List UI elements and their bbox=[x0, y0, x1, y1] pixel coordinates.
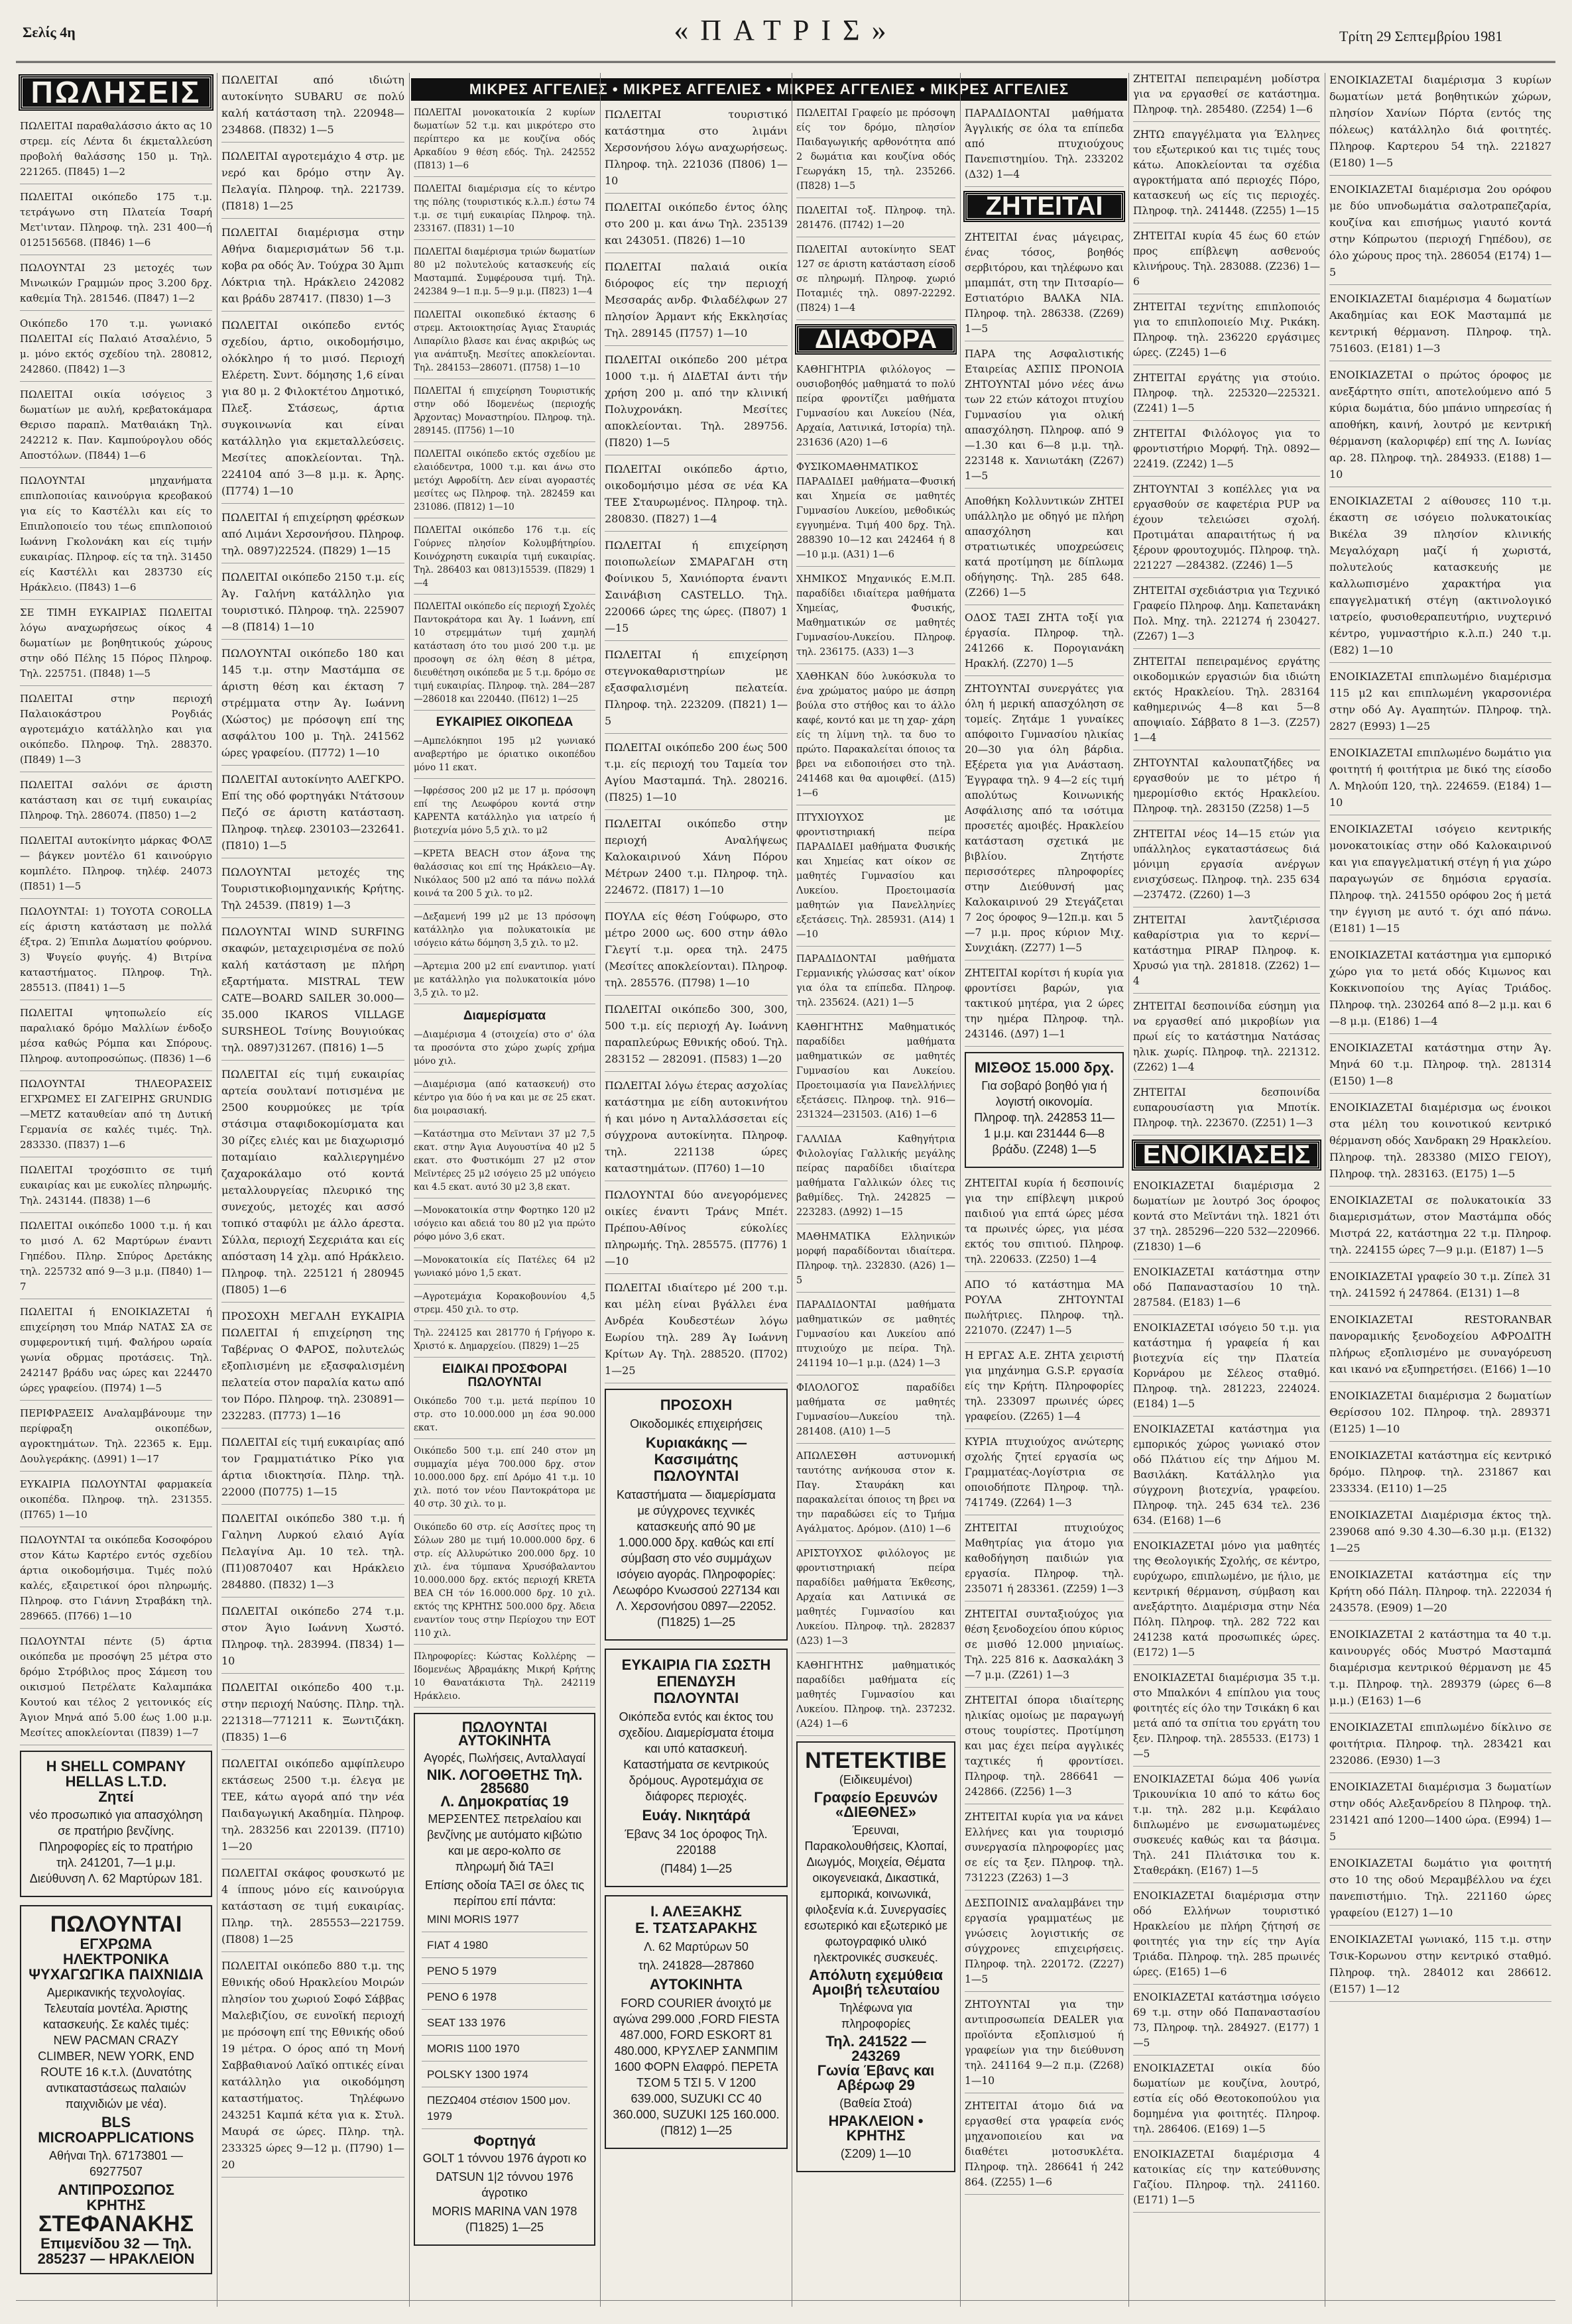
classified-ad: ΕΝΟΙΚΙΑΖΕΤΑΙ κατάστημα στην οδό Παπαναστασίου 10 τηλ. 287584. (Ε183) 1—6 bbox=[1133, 1265, 1320, 1315]
classified-ad: ΠΩΛΕΙΤΑΙ οικόπεδο είς περιοχή Σχολές Παντοκράτορα και Άγ. 1 Ιωάννη, επί 10 στρεμμάτων τιμή χαμηλή κατάσταση ότο του μισό 200 τ.μ. με προσοψη σε όλη θέση 8 μέτρα, διευθέτηση οικόπεδα με 5 τ.μ. δρόμο σε τιμή ευκαιρίας. Πληροφ. τηλ. 284—287 —286018 και 220440. (Π612) 1—25 bbox=[414, 600, 595, 711]
dealer-name2: Ε. ΤΣΑΤΣΑΡΑΚΗΣ bbox=[635, 1920, 758, 1936]
classified-ad: ΠΩΛΟΥΝΤΑΙ οικόπεδο 180 και 145 τ.μ. στην Μαστάμπα σε άριστη θέση και έκταση 7 στρέμματα στην Άγ. Ιωάννη (Χώστος) με πρόσοψη επί της ασφάλτου 100 μ. Τηλ. 241562 ώρες γραφείου. (Π772) 1—10 bbox=[221, 645, 404, 766]
classified-ad: SEAT 133 1976 bbox=[422, 2015, 587, 2036]
bls-ad bbox=[20, 1905, 212, 2274]
classified-ad: ΠΩΛΕΙΤΑΙ οικόπεδο 200 μέτρα 1000 τ.μ. ή ΔΙΔΕΤΑΙ άντι τήν χρήση 200 μ. από την κλινική Πολυχρονάκη. Μεσίτες αποκλείονται. Τηλ. 289756. (Π820) 1—5 bbox=[605, 351, 788, 455]
investment-box bbox=[605, 1649, 788, 1887]
classified-ad: ΕΝΟΙΚΙΑΖΕΤΑΙ μόνο για μαθητές της Θεολογικής Σχολής, σε κέντρο, ευρύχωρο, επιπλωμένο, με ήλιο, με κεντρική θέρμανση, σύμβαση και ανεξάρτητο. Διαμέρισμα στην Νέα Πόλη. Πληροφ. τηλ. 282 722 και 241238 κατά προσωπικές ώρες. (Ε172) 1—5 bbox=[1133, 1539, 1320, 1665]
classified-ad: ΕΝΟΙΚΙΑΖΕΤΑΙ ισόγειο 50 τ.μ. για κατάστημα ή γραφεία ή και βιοτεχνία είς την Πλατεία Κορνάρου με Σέλεος σταθμό. Πληροφ. τηλ. 281223, 224024. (E184) 1—5 bbox=[1133, 1320, 1320, 1417]
classified-ad: ΠΑΡΑ της Ασφαλιστικής Εταιρείας ΑΣΠΙΣ ΠΡΟΝΟΙΑ ΖΗΤΟΥΝΤΑΙ μόνο νέες άνω των 22 ετών κάτοχοι πτυχίου Γυμνασίου για ολική απασχόληση. Πληροφ. από 9—1.30 και 6—8 μ.μ. τηλ. 223148 κ. Χανιωτάκη (Ζ267) 1—5 bbox=[965, 347, 1124, 489]
classified-ad: MORIS 1100 1970 bbox=[422, 2041, 587, 2062]
classified-ad: —ΚΡΕΤΑ BEACH στον άξονα της θαλάσσιας κοι επί της Ηράκλειο—Αγ. Νικόλαος 500 μ2 από τα πάνω πολλά κοινά τα 200 5 χιλ. το μ2. bbox=[414, 847, 595, 905]
ad-list bbox=[20, 119, 212, 1745]
salary-title: ΜΙΣΘΟΣ 15.000 δρχ. bbox=[974, 1059, 1115, 1076]
classified-ad: ΧΑΘΗΚΑΝ δύο λυκόσκυλα το ένα χρώματος μαύρο με άσπρη βούλα στο στήθος και το άλλο καφέ, κοντό και με τη χαρ- χάρη είς τη λίμνη τηλ. τα δυο το πρώτο. Παρακαλείται όποιος τα βρει να ειδοποιήσει στο τηλ. 241468 και θα αμοιφθεί. (Δ15) 1—6 bbox=[796, 669, 955, 805]
column-4 bbox=[605, 106, 788, 2157]
column-1 bbox=[20, 72, 212, 2282]
classified-ad: ΕΝΟΙΚΙΑΖΕΤΑΙ διαμέρισμα 4 κατοικίας είς την κατεύθυνσης Γαζίου. Πληροφ. τηλ. 241160. (Ε171) 1—5 bbox=[1133, 2147, 1320, 2213]
classified-ad: ΠΩΛΕΙΤΑΙ ψητοπωλείο είς παραλιακό δρόμο Μαλλίων ένδοξο μέσα καθώς Ρόμπα και Σπόρους. Πληροφ. αυτοπροσώπως. (Π836) 1—6 bbox=[20, 1006, 212, 1071]
classified-ad: ΖΗΤΕΙΤΑΙ εργάτης για στούιο. Πληροφ. τηλ. 225320—225321. (Ζ241) 1—5 bbox=[1133, 371, 1320, 421]
classified-ad: Πληροφορίες: Κώστας Κολλέρης —Ιδομενέως Άβραμάκης Μικρή Κρήτης 10 Θανατάκιστα Τηλ. 242119 Ηράκλειο. bbox=[414, 1650, 595, 1708]
bls-company: BLS MICROAPPLICATIONS bbox=[38, 2114, 194, 2146]
classified-ad: ΕΝΟΙΚΙΑΖΕΤΑΙ δωμάτιο για φοιτητή στο 10 της οδού Μεραμβέλλου να έχει πανεπιστήμιο. Τηλ. 221160 ώρες γραφείου (Ε127) 1—10 bbox=[1329, 1855, 1551, 1926]
classified-ad: ΟΔΟΣ ΤΑΞΙ ΖΗΤΑ τοξί για έργασία. Πληροφ. τηλ. 241266 κ. Πορογιανάκη Ηρακλή. (Ζ270) 1—5 bbox=[965, 610, 1124, 676]
classified-ad: ΕΝΟΙΚΙΑΖΕΤΑΙ διαμέρισμα 2 δωματίων Θερίσσου 102. Πληροφ. τηλ. 289371 (Ε125) 1—10 bbox=[1329, 1387, 1551, 1442]
classified-ad: ΠΩΛΕΙΤΑΙ αγροτεμάχιο 4 στρ. με νερό και δρόμο στην Άγ. Πελαγία. Πληροφ. τηλ. 221739. (Π818) 1—25 bbox=[221, 148, 404, 219]
classified-ad: ΠΩΛΕΙΤΑΙ είς τιμή ευκαιρίας αρτεία σουλτανί ποτισμένα με 2500 κουρμούκες με τρία στάσιμα σταφιδοκομίσματα και 30 ρίζες ελιές και με διαχωρισμό ποταμίαιο καλλιεργημένο ζαχαροκάλαμο οτό κοντά μεταλλουργείας πλευρικό της συνεχούς, μετοχές και ασσό τοπικό σταφύλι με άλλο άρεστα. Σύλλα, περιοχή Σεχεριάτα και είς απόσταση 14 χλμ. από Ηράκλειο. Πληροφ. τηλ. 225121 ή 280945 (Π805) 1—6 bbox=[221, 1066, 404, 1303]
classified-ad: ΠΩΛΕΙΤΑΙ ή επιχείρηση στεγνοκαθαριστηρίων με εξασφαλισμένη πελατεία. Πληροφ. τηλ. 223209. (Π821) 1—5 bbox=[605, 646, 788, 734]
classified-ad: ΕΝΟΙΚΙΑΖΕΤΑΙ διαμέρισμα 3 δωματίων στην οδός Αλεξανδρείου 8 Πληροφ. τηλ. 231421 από 1200—1400 ώρα. (Ε994) 1—5 bbox=[1329, 1778, 1551, 1849]
column-rule bbox=[1128, 73, 1129, 2307]
notice-title: ΠΡΟΣΟΧΗ bbox=[660, 1397, 733, 1413]
cars-ad bbox=[414, 1713, 595, 2246]
classified-ad: ΕΝΟΙΚΙΑΖΕΤΑΙ RESTORANBAR πανοραμικής ξενοδοχείου ΑΦΡΟΔΙΤΗ πλήρως εξοπλισμένο με συναγόρευση και ικανό να εξυπηρετήσει. (Ε166) 1—10 bbox=[1329, 1311, 1551, 1382]
classified-ad: ΕΝΟΙΚΙΑΖΕΤΑΙ κατάστημα στην Άγ. Μηνά 60 τ.μ. Πληροφ. τηλ. 281314 (Ε150) 1—8 bbox=[1329, 1039, 1551, 1094]
ad-list bbox=[965, 1176, 1124, 2195]
classified-ad: ΠΩΛΟΥΝΤΑΙ 23 μετοχές των Μινωικών Γραμμών προς 3.200 δρχ. καθεμία Τηλ. 281546. (Π847) 1—2 bbox=[20, 261, 212, 311]
classified-ad: ΠΩΛΕΙΤΑΙ οικόπεδο 175 τ.μ. τετράγωνο στη Πλατεία Τσαρή Μετ'ινταν. Πληροφ. τηλ. 231 400—ή 0125156568. (Π846) 1—6 bbox=[20, 190, 212, 255]
detective-l1: Απόλυτη εχεμύθεια bbox=[808, 1967, 943, 1983]
cars-note2: Επίσης οδοία ΤΑΞΙ σε όλες τις περίπου επί πάντα: bbox=[425, 1879, 584, 1908]
classified-ad: —Ιφρέσσος 200 μ2 με 17 μ. πρόσοψη επί της Λεωφόρου κοντά στην ΚΑΡΕΝΤΑ κατάλληλο για ιατρείο ή βιοτεχνία μόνο 5,5 χιλ. το μ2 bbox=[414, 784, 595, 842]
classified-ad: ΠΩΛΟΥΝΤΑΙ WIND SURFING σκαφών, μεταχειρισμένα σε πολύ καλή κατάσταση με πλήρη εξαρτήματα. MISTRAL TEW CATE—BOARD SAILER 30.000—35.000 IKAROS VILLAGE SURSHEOL Τσίνης Βουγιούκας τηλ. 0897)31267. (Π816) 1—5 bbox=[221, 923, 404, 1061]
classified-ad: ΦΙΛΟΛΟΓΟΣ παραδίδει μαθήματα σε μαθητές Γυμνασίου—Λυκείου τηλ. 281408. (Α10) 1—5 bbox=[796, 1381, 955, 1444]
cars-sub: Αγορές, Πωλήσεις, Ανταλλαγαί bbox=[424, 1751, 585, 1765]
classified-ad: ΠΩΛΕΙΤΑΙ οικόπεδο 880 τ.μ. της Εθνικής οδού Ηρακλείου Μοιρών πλησίον του χωριού Σοφό Σάββας Μαλεβιζίου, σε ευνοϊκή περιοχή με πρόσοψη επί της Εθνικής οδού 19 μέτρα. Ο όρος από τη Μονή Σαββαθιανού Λαϊκό οπτικές είναι κατάλληλο για οικοδόμηση καταστήματος. Τηλέφωνο 243251 Καμπά κέτα για κ. Στυλ. Μαυρά σε ώρες. Πληρ. τηλ. 233325 ώρες 9—12 μ. (Π790) 1—20 bbox=[221, 1957, 404, 2178]
masthead bbox=[0, 0, 1572, 60]
classified-ad: ΠΩΛΟΥΝΤΑΙ πέντε (5) άρτια οικόπεδα με προσόψη 25 μέτρα στο δρόμο Στρόβιλος προς Σάμεση του οικισμού Πετρέλατε Καλαμπάκα Κουτού και τέλος 2 γειτονικός είς Άγιον Μηνά από 5.00 έως 1.00 μ.μ. Μεσίτες αποκλείονται (Π839) 1—7 bbox=[20, 1634, 212, 1745]
classified-ad: ΕΝΟΙΚΙΑΖΕΤΑΙ διαμέρισμα ως ένοικοι στα μέλη του κοινοτικού κεντρικό θέρμανση οδός Χανδρακη 29 Ηρακλείου. Πληροφ. τηλ. 283380 (ΜΙΣΟ ΓΕΙΟΥ), Πληροφ. τηλ. 283163. (Ε175) 1—5 bbox=[1329, 1099, 1551, 1187]
classified-ad: ΖΗΤΟΥΝΤΑΙ για την αντιπροσωπεία DEALER για προϊόντα εξοπλισμού ή γραφείων για την διεύθυνση τηλ. 241164 9—2 π.μ. (Z268) 1—10 bbox=[965, 1997, 1124, 2093]
shell-sub: Ζητεί bbox=[98, 1788, 134, 1805]
classified-ad: —Διαμέρισμα (από κατασκευή) στο κέντρο για δύο ή να και με σε 25 εκατ. δια μοιρασιακή. bbox=[414, 1078, 595, 1122]
classified-ad: ΠΩΛΕΙΤΑΙ ιδιαίτερο μέ 200 τ.μ. και μέλη είναι βγάλλει ένα Ανδρέα Κουδεστέων λόγω Εωρίου τηλ. 289 Άγ Ιωάννη Κρίτων Αγ. Τηλ. 288520. (Π702) 1—25 bbox=[605, 1279, 788, 1383]
notice-box bbox=[605, 1389, 788, 1641]
notice-line1: Οικοδομικές επιχειρήσεις bbox=[630, 1417, 762, 1430]
detective-l7: ΗΡΑΚΛΕΙΟΝ • ΚΡΗΤΗΣ bbox=[828, 2113, 924, 2144]
notice-line3: ΠΩΛΟΥΝΤΑΙ bbox=[653, 1468, 739, 1484]
classified-ad: ΠΩΛΕΙΤΑΙ ή ΕΝΟΙΚΙΑΖΕΤΑΙ ή επιχείρηση του Μπάρ ΝΑΤΑΣ ΣΑ σε συμφεροντική τιμή. Φαλήρου ωραία γωνία οδρμας προτάσεις. Τηλ. 242147 βράδυ νας ώρες και 224470 ώρες γραφείου. (Π974) 1—5 bbox=[20, 1305, 212, 1401]
page-number: Σελίς 4η bbox=[23, 24, 76, 40]
classified-ad: ΕΝΟΙΚΙΑΖΕΤΑΙ κατάστημα ισόγειο 69 τ.μ. στην οδό Παπαναστασίου 73, Πληροφ. τηλ. 284927. (Ε177) 1—5 bbox=[1133, 1990, 1320, 2056]
classified-ad: ΠΩΛΟΥΝΤΑΙ ΤΗΛΕΟΡΑΣΕΙΣ ΕΓΧΡΩΜΕΣ ΕΙ ΖΑΓΕΙΡΗΣ GRUNDIG —ΜΕΤΖ καταυθείαν από τη Δυτική Γερμανία σε καλές τιμές. Τηλ. 283330. (Π837) 1—6 bbox=[20, 1076, 212, 1157]
classified-ad: ΖΗΤΟΥΝΤΑΙ 3 κοπέλλες για να εργασθούν σε καφετέρια PUP να έχουν τελειώσει σχολή. Προτιμάται απαραιτήτως ή να ξέρουν φρουτοχυμός. Πληροφ. τηλ. 221227 —284382. (Z246) 1—5 bbox=[1133, 482, 1320, 578]
detective-box bbox=[796, 1741, 955, 2172]
classified-ad: ΠΩΛΟΥΝΤΑΙ: 1) ΤΟΥΟΤΑ COROLLA είς άριστη κατάσταση με πολλά έξτρα. 2) Έπιπλα Δωματίου φούρνου. 3) Ψυγείο φυγής. 4) Βιτρίνα καταστήματος. Πληροφ. Τηλ. 285513. (Π841) 1—5 bbox=[20, 904, 212, 1000]
classified-ad: ΠΩΛΕΙΤΑΙ διαμέρισμα είς το κέντρο της πόλης (τουριστικός κ.λ.π.) έστω 74 τ.μ. σε τιμή ευκαιρίας Πληροφ. τηλ. 233167. (Π831) 1—10 bbox=[414, 182, 595, 240]
classified-ad: ΑΠΟ τό κατάστημα ΜΑ ΡΟΥΛΑ ΖΗΤΟΥΝΤΑΙ πωλήτριες. Πληροφ. τηλ. 221070. (Ζ247) 1—5 bbox=[965, 1277, 1124, 1343]
detective-l2: Αμοιβή τελευταίου bbox=[812, 1981, 940, 1998]
classified-ad: ΕΝΟΙΚΙΑΖΕΤΑΙ γωνιακό, 115 τ.μ. στην Τσικ-Κορωνου στην κεντρικό σταθμό. Πληροφ. τηλ. 284012 και 286612. (Ε157) 1—12 bbox=[1329, 1931, 1551, 2002]
classified-ad: —Μονοκατοικία είς Πατέλες 64 μ2 γωνιακό μόνο 1,5 εκατ. bbox=[414, 1253, 595, 1285]
classified-ad: ΠΩΛΕΙΤΑΙ ή επιχείρηση ποιοπωλείων ΣΜΑΡΑΓΔΗ στη Φοίνικου 5, Χανιόπορτα έναντι Σαινάβιση CASTELLO. Τηλ. 220066 ώρες της ώρες. (Π807) 1—15 bbox=[605, 537, 788, 641]
detective-l5: Γωνία Έβανς και Αβέρωφ 29 bbox=[817, 2062, 935, 2093]
classified-ad: ΚΑΘΗΓΗΤΡΙΑ φιλόλογος — ουσιοβοηθός μαθηματά το πολύ πείρα φροντίζει μαθήματα Γυμνασίου και Λυκείου (Νέα, Αρχαία, Λατινικά, Ιστορία) τηλ. 231636 (Α20) 1—6 bbox=[796, 363, 955, 455]
detective-company: Γραφείο Ερευνών «ΔΙΕΘΝΕΣ» bbox=[814, 1789, 938, 1820]
classified-ad: ΑΠΩΛΕΣΘΗ αστυνομική ταυτότης ανήκουσα στον κ. Παγ. Σταυράκη και παρακαλείται όποιος τη βρει να την παραδώσει είς το Τμήμα Αγάλματος. Δρόμον. (Δ10) 1—6 bbox=[796, 1449, 955, 1541]
classified-ad: ΠΩΛΕΙΤΑΙ οικόπεδο άρτιο, οικοδομήσιμο μέσα σε νέα ΚΑ ΤΕΕ Σταυρωμένος. Πληροφ. τηλ. 280830. (Π827) 1—4 bbox=[605, 461, 788, 532]
classified-ad: ΖΗΤΕΙΤΑΙ πεπειραμένη μοδίστρα για να εργασθεί σε κατάστημα. Πληροφ. τηλ. 285480. (Ζ254) 1—6 bbox=[1133, 72, 1320, 122]
classified-ad: ΕΝΟΙΚΙΑΖΕΤΑΙ διαμέρισμα 3 κυρίων δωματίων μετά βοηθητικών χώρων, πλησίον Χανίων Πόρτα (εντός της πόλεως) κατάλληλο διά φοιτητές. Πληροφ. Καρτερου 54 τηλ. 221827 (Ε180) 1—5 bbox=[1329, 72, 1551, 176]
classified-ad: ΠΩΛΕΙΤΑΙ οικόπεδο 400 τ.μ. στην περιοχή Ναύσης. Πληρ. τηλ. 221318—771211 κ. Ξωντιζάκη. (Π835) 1—6 bbox=[221, 1679, 404, 1750]
classified-ad: ΔΕΣΠΟΙΝΙΣ αναλαμβάνει την εργασία γραμματέως με γνώσεις λογιστικής σε σύγχρονες επιχειρήσεις. Πληροφ. τηλ. 220172. (Ζ227) 1—5 bbox=[965, 1896, 1124, 1992]
classified-ad: Αποθήκη Κολλυντικών ΖΗΤΕΙ υπάλληλο με οδηγό με πλήρη απασχόληση και στρατιωτικές υποχρεώσεις κατά προτίμηση με δίπλωμα οδήγησης. Τηλ. 285 648. (Ζ266) 1—5 bbox=[965, 494, 1124, 605]
classified-ad: ΕΝΟΙΚΙΑΖΕΤΑΙ κατάστημα για εμπορικός χώρος γωνιακό στον οδό Πλάτιου είς την Δήμου Μ. Βασιλάκη. Κατάλληλο για σύγχρονη βιοτεχνία, γραφείου. Πληροφ. τηλ. 245 634 τελ. 236 634. (Ε168) 1—6 bbox=[1133, 1422, 1320, 1533]
classified-ad: ΠΡΟΣΟΧΗ ΜΕΓΑΛΗ ΕΥΚΑΙΡΙΑ ΠΩΛΕΙΤΑΙ ή επιχείρηση της Ταβέρνας Ο ΦΑΡΟΣ, πολυτελώς εξοπλισμένη με εξασφαλισμένη πελατεία στον παραλία κατω από τον Πόρο. Πληροφ. τηλ. 230891—232283. (Π773) 1—16 bbox=[221, 1308, 404, 1428]
bls-name: ΣΤΕΦΑΝΑΚΗΣ bbox=[38, 2211, 194, 2237]
classified-ad: Οικόπεδο 170 τ.μ. γωνιακό ΠΩΛΕΙΤΑΙ είς Παλαιό Ατσαλένιο, 5 μ. μόνο εκτός σχεδίου τηλ. 280812, 242860. (Π842) 1—3 bbox=[20, 316, 212, 382]
section-banner-sales: ΠΩΛΗΣΕΙΣ bbox=[20, 76, 212, 109]
classified-ad: PENO 6 1978 bbox=[422, 1989, 587, 2010]
section-banner-rentals: ΕΝΟΙΚΙΑΣΕΙΣ bbox=[1133, 1141, 1320, 1169]
ad-list bbox=[796, 363, 955, 1736]
column-5 bbox=[796, 106, 955, 2180]
masthead-rule bbox=[16, 61, 1555, 63]
investment-heading: ΠΩΛΟΥΝΤΑΙ bbox=[653, 1690, 739, 1706]
issue-date: Τρίτη 29 Σεπτεμβρίου 1981 bbox=[1339, 28, 1503, 44]
classified-ad: ΠΩΛΕΙΤΑΙ οικόπεδο 1000 τ.μ. ή και το μισό Λ. 62 Μαρτύρων έναντι Γηπέδου. Πληρ. Σπύρος Δρετάκης τηλ. 225732 από 9—3 μ.μ. (Π840) 1—7 bbox=[20, 1218, 212, 1299]
section-heading: ΕΙΔΙΚΑΙ ΠΡΟΣΦΟΡΑΙ ΠΩΛΟΥΝΤΑΙ bbox=[442, 1362, 568, 1389]
classified-ad: ΧΗΜΙΚΟΣ Μηχανικός Ε.Μ.Π. παραδίδει ιδιαίτερα μαθήματα Χημείας, Φυσικής, Μαθηματικών σε μαθητές Γυμνασίου-Λυκείου. Πληροφ. τηλ. 236175. (Α33) 1—3 bbox=[796, 572, 955, 664]
classified-ad: ΕΝΟΙΚΙΑΖΕΤΑΙ διαμέρισμα 35 τ.μ. στο Μπαλκόνι 4 επίπλου για τους φοιτητές είς όλο την Τσικάκη 6 και μετά από τα σπίτια του εργάτη του ξεν. Πληροφ. τηλ. 285533. (E173) 1—5 bbox=[1133, 1670, 1320, 1767]
notice-line2: Κυριακάκης — Κασσιμάτης bbox=[645, 1434, 747, 1468]
footer-rule bbox=[16, 2300, 1555, 2301]
bls-body: Αμερικανικής τεχνολογίας. Τελευταία μοντέλα. Άριστης κατασκευής. Σε καλές τιμές: NEW PACMAN CRAZY CLIMBER, NEW YORK, END ROUTE 16 κ.τ.λ. (Δυνατότης αντικαταστάσεως παλαιών παιχνιδιών με νέα). bbox=[38, 1986, 194, 2111]
classified-ad: ΕΝΟΙΚΙΑΖΕΤΑΙ διαμέρισμα 4 δωματίων Ακαδημίας και ΕΟΚ Μασταμπά με κεντρική θέρμανση. Πληροφ. τηλ. 751603. (Ε181) 1—3 bbox=[1329, 290, 1551, 361]
cars-foot: Φορτηγά bbox=[473, 2132, 536, 2149]
bls-line2: ΨΥΧΑΓΩΓΙΚΑ ΠΑΙΧΝΙΔΙΑ bbox=[29, 1966, 204, 1983]
classified-ad: ΖΗΤΕΙΤΑΙ κυρία 45 έως 60 ετών προς επίβλεψη ασθενούς κλινήρους. Τηλ. 283088. (Z236) 1—6 bbox=[1133, 229, 1320, 294]
car-list bbox=[422, 1912, 587, 2129]
classified-ad: ΖΗΤΟΥΝΤΑΙ συνεργάτες για όλη ή μερική απασχόληση σε τομείς. Ζητάμε 1 γυναίκες απόφοιτο Γυμνασίου ηλικίας 20—30 για όλη βάρδια. Εξέρετα για για Ανάσταση. Έγγραφα τηλ. 9 4—2 είς τιμή απολύτως Κοινωνικής Ασφάλισης από τα ισότιμα προσετές αμοιβές. Ηρακλείου κατάσταση σχετικά με βιβλίου. Ζητήστε περισσότερες πληροφορίες στην Διεύθυνσή μας Καλοκαιρινού 29 Στεγάζεται 7 2ος όροφος 9—12π.μ. και 5—7 μ.μ. προς κύριον Μιχ. Συνχιάκη. (Ζ277) 1—5 bbox=[965, 681, 1124, 960]
classified-ad: ΠΩΛΕΙΤΑΙ οικόπεδο 200 έως 500 τ.μ. είς περιοχή του Ταμεία τον Αγίου Μασταμπά. Τηλ. 280216. (Π825) 1—10 bbox=[605, 739, 788, 810]
classified-ad: ΖΗΤΕΙΤΑΙ πτυχιούχος Μαθητρίας για άτομο για καθοδήγηση παιδιών για εργασία. Πληροφ. τηλ. 235071 ή 283361. (Ζ259) 1—3 bbox=[965, 1521, 1124, 1601]
bls-address2: Επιμενίδου 32 — Τηλ. 285237 — ΗΡΑΚΛΕΙΟΝ bbox=[37, 2235, 195, 2267]
ad-list bbox=[221, 72, 404, 2178]
classified-ad: ΠΩΛΕΙΤΑΙ στην περιοχή Παλαιοκάστρου Ρογδιάς αγροτεμάχιο κατάλληλο και για οικόπεδο. Πληροφ. Τηλ. 288370. (Π849) 1—3 bbox=[20, 691, 212, 772]
classified-ad: ΠΩΛΕΙΤΑΙ από ιδιώτη αυτοκίνητο SUBARU σε πολύ καλή κατάσταση τηλ. 220948—234868. (Π832) 1—5 bbox=[221, 72, 404, 143]
detective-sub: (Ειδικευμένοι) bbox=[839, 1773, 913, 1786]
column-rule bbox=[409, 73, 410, 2307]
cars-company: ΝΙΚ. ΛΟΓΟΘΕΤΗΣ Τηλ. 285680 bbox=[426, 1767, 583, 1796]
column-8 bbox=[1329, 72, 1551, 2007]
classified-ad: ΠΩΛΕΙΤΑΙ οικόπεδο 274 τ.μ. στον Άγιο Ιωάννη Χωστό. Πληροφ. τηλ. 283994. (Π834) 1—10 bbox=[221, 1603, 404, 1674]
classified-ad: ΠΩΛΕΙΤΑΙ Γραφείο με πρόσοψη είς τον δρόμο, πλησίον Παιδαγωγικής αρθονότητα από 2 δωμάτια και κουζίνα οδός Γεωργάκη 15, τηλ. 235266. (Π828) 1—5 bbox=[796, 106, 955, 198]
classified-ad: Οικόπεδο 60 στρ. είς Ασσίτες προς τη Σόλων 280 με τιμή 10.000.000 δρχ. 6 στρ. είς Αλλυρώτικο 200.000 δρχ. 10 χιλ. ένα τύμπανα Χρυσόβαλαντου 10.000.000 δρχ. εκτός περιοχή KRETA BEA CH τόν 16.000.000 δρχ. 10 χιλ. εκτός της ΚΡΗΤΗΣ 500.000 δρχ. Άδεια εναντίον τους στην Περίοχου την ΕΟΤ 110 χιλ. bbox=[414, 1521, 595, 1645]
ad-list bbox=[414, 106, 595, 711]
classified-ad: ΠΩΛΕΙΤΑΙ διαμέρισμα στην Αθήνα διαμερισμάτων 56 τ.μ. κοβα ρα οδός Άν. Τούχρα 30 Άμπι Λόκτρια τηλ. Ηράκλειο 242082 και βράδυ 287417. (Π830) 1—3 bbox=[221, 224, 404, 312]
bls-title: ΠΩΛΟΥΝΤΑΙ bbox=[50, 1912, 182, 1937]
classified-ad: ΕΝΟΙΚΙΑΖΕΤΑΙ επιπλωμένο δίκλινο σε φοιτήτρια. Πληροφ. τηλ. 283421 και 232086. (Ε930) 1—3 bbox=[1329, 1719, 1551, 1773]
classified-ad: ΠΩΛΕΙΤΑΙ οικόπεδο έντος όλης στο 200 μ. και άνω Τηλ. 235139 και 243051. (Π826) 1—10 bbox=[605, 199, 788, 253]
classified-ad: ΕΝΟΙΚΙΑΖΕΤΑΙ ο πρώτος όροφος με ανεξάρτητο σπίτι, αποτελούμενο από 5 κύρια δωμάτια, δύο μπάνιο υπηρεσίας ή αποθήκη, καινή, λουτρό με κεντρική θέρμανση (καλοριφέρ) επί της Λ. Ιωνίας αρ. 28. Πληροφ. τηλ. 284933. (Ε188) 1—10 bbox=[1329, 367, 1551, 487]
classified-ad: ΖΗΤΕΙΤΑΙ κυρία ή δεσποινίς για την επίβλεψη μικρού παιδιού για επτά ώρες μέσα τα πρωινές ώρες, για μέσα εκτός του σπιτιού. Πληροφ. τηλ. 220633. (Z250) 1—4 bbox=[965, 1176, 1124, 1272]
classified-ad: Οικόπεδο 700 τ.μ. μετά περίπου 10 στρ. στο 10.000.000 μη έσα 90.000 εκατ. bbox=[414, 1395, 595, 1439]
shell-body: νέο προσωπικό για απασχόληση σε πρατήριο βενζίνης. Πληροφορίες είς το πρατήριο τηλ. 241201, 7—1 μ.μ. Διεύθυνση Λ. 62 Μαρτύρων 181. bbox=[29, 1808, 203, 1885]
column-7 bbox=[1133, 72, 1320, 2218]
dealer-heading: ΑΥΤΟΚΙΝΗΤΑ bbox=[649, 1976, 743, 1993]
classified-ad: ΕΝΟΙΚΙΑΖΕΤΑΙ διαμέρισμα 2 δωματίων με λουτρό 3ος όροφος κοντά στο Μεϊντάνι τηλ. 1821 ότι 37 τηλ. 285296—220 532—220966. (Ζ1830) 1—6 bbox=[1133, 1179, 1320, 1259]
classified-ad: —Αμπελόκηποι 195 μ2 γωνιακό αναβερτήρο με όριατικο οικοπέδου μόνο 11 εκατ. bbox=[414, 734, 595, 779]
classified-ad: ΠΩΛΕΙΤΑΙ οικόπεδο 300, 300, 500 τ.μ. είς περιοχή Αγ. Ιωάννη παραπλεύρως Εθνικής οδού. Τηλ. 283152 — 282091. (Π583) 1—20 bbox=[605, 1001, 788, 1072]
investment-address: Έβανς 34 1ος όροφος Τηλ. 220188 bbox=[625, 1828, 768, 1857]
classified-ad: —Αγροτεμάχια Κορακοβουνίου 4,5 στρεμ. 450 χιλ. το στρ. bbox=[414, 1290, 595, 1321]
ad-list bbox=[414, 734, 595, 1004]
classified-ad: ΠΤΥΧΙΟΥΧΟΣ με φροντιστηριακή πείρα ΠΑΡΑΔΙΔΕΙ μαθήματα Φυσικής και Χημείας κατ οίκον σε μαθητές Γυμνασίου και Λυκείου. Προετοιμασία μαθητών για Πανελληνίες εξετάσεις. Τηλ. 285931. (Α14) 1—10 bbox=[796, 811, 955, 947]
classified-ad: ΖΗΤΕΙΤΑΙ Φιλόλογος για το φροντιστήριο Μορφή. Τηλ. 0892—22419. (Ζ242) 1—5 bbox=[1133, 426, 1320, 477]
classified-ad: MINI MORIS 1977 bbox=[422, 1912, 587, 1932]
classified-ad: ΠΩΛΕΙΤΑΙ τουριστικό κατάστημα στο λιμάνι Χερσονήσου λόγω αναχωρήσεως. Πληροφ. τηλ. 221036 (Π806) 1—10 bbox=[605, 106, 788, 194]
classified-ad: ΠΩΛΟΥΝΤΑΙ μετοχές της Τουριστικοβιομηχανικής Κρήτης. Τηλ 24539. (Π819) 1—3 bbox=[221, 864, 404, 918]
classified-ad: ΖΗΤΕΙΤΑΙ δεσποινίδα ευπαρουσίαστη για Μποτίκ. Πληροφ. τηλ. 223670. (Ζ251) 1—3 bbox=[1133, 1085, 1320, 1135]
classified-ad: —Δεξαμενή 199 μ2 με 13 πρόσοψη κατάλληλο για πολυκατοικία με ισόγειο κάτω δόμηση 3,5 χιλ. το μ2. bbox=[414, 910, 595, 955]
classified-ad: ΦΥΣΙΚΟΜΑΘΗΜΑΤΙΚΟΣ ΠΑΡΑΔΙΔΕΙ μαθήματα—Φυσική και Χημεία σε μαθητές Γυμνασίου Λυκείου, μεθοδικώς εγγυημένα. Τιμή 400 δρχ. Τηλ. 288390 10—12 και 242464 ή 8—10 μ.μ. (Α31) 1—6 bbox=[796, 460, 955, 567]
classified-ad: Η ΕΡΓΑΣ Α.Ε. ΖΗΤΑ χειριστή για μηχάνημα G.S.P. εργασία είς την Κρήτη. Πληροφορίες τηλ. 233097 πρωινές ώρες γραφείου. (Z265) 1—4 bbox=[965, 1348, 1124, 1429]
classified-ad: ΕΝΟΙΚΙΑΖΕΤΑΙ 2 αίθουσες 110 τ.μ. έκαστη σε ισόγειο πολυκατοικίας Βικέλα 39 πλησίον κλινικής Μεγαλόχαρη μαζί ή χωριστά, πολυτελούς κατασκευής με καλλωπισμένο χαρακτήρα για επαγγελματική στέγη (ακτινολογικό ιατρείο, φυσιοθεραπευτήριο, νυχτερινό κέντρο, γυμναστήριο κ.λ.π.) 240 τ.μ. (Ε82) 1—10 bbox=[1329, 493, 1551, 663]
classified-ad: —Διαμέρισμα 4 (στοιχεία) στο σ' όλα τα προσόντα στο χώρο χωρίς χρήμα μόνο χιλ. bbox=[414, 1028, 595, 1073]
ad-list bbox=[965, 230, 1124, 1047]
classified-ad: ΖΗΤΕΙΤΑΙ σχεδιάστρια για Τεχνικό Γραφείο Πληροφ. Δημ. Καπετανάκη Πολ. Μηχ. τηλ. 221274 ή 230427. (Z267) 1—3 bbox=[1133, 583, 1320, 649]
classified-ad: ΠΩΛΕΙΤΑΙ οικόπεδο 176 τ.μ. είς Γούρνες πλησίον Κολυμβήτηρίου. Κοινόχρηστη ευκαιρία τιμή ευκαιρίας. Τηλ. 286403 και 0813)15539. (Π829) 1—4 bbox=[414, 524, 595, 595]
classifieds-strip: ΜΙΚΡΕΣ ΑΓΓΕΛΙΕΣ • ΜΙΚΡΕΣ ΑΓΓΕΛΙΕΣ • ΜΙΚΡΕΣ ΑΓΓΕΛΙΕΣ • ΜΙΚΡΕΣ ΑΓΓΕΛΙΕΣ bbox=[411, 78, 1127, 101]
classified-ad: ΠΑΡΑΔΙΔΟΝΤΑΙ μαθήματα Γερμανικής γλώσσας κατ' οίκον για όλα τα επίπεδα. Πληροφ. τηλ. 235624. (Α21) 1—5 bbox=[796, 952, 955, 1015]
column-6 bbox=[965, 106, 1124, 2200]
classified-ad: ΕΝΟΙΚΙΑΖΕΤΑΙ διαμέρισμα 2ου ορόφου με δύο υπνοδωμάτια σαλοτραπεζαρία, κουζίνα και επισήμως γιαυτό κοντά στην Κόπρωτου (περιοχή Γηπέδου), σε όλο χώρους προς τηλ. 286054 (Ε174) 1—5 bbox=[1329, 181, 1551, 285]
classified-ad: PENO 5 1979 bbox=[422, 1963, 587, 1984]
detective-l4: Τηλ. 241522 — 243269 bbox=[825, 2033, 926, 2064]
classified-ad: Οικόπεδο 500 τ.μ. επί 240 στον μη συμμαχία μέγα 700.000 δρχ. στον 10.000.000 δρχ. επί Δρόμο 41 τ.μ. 10 χιλ. ποτό τον νέου Παντοκράτορα με 40 στρ. 30 χιλ. το μ. bbox=[414, 1444, 595, 1515]
detective-l6: (Βαθεία Στοά) bbox=[839, 2097, 912, 2110]
classified-ad: ΠΩΛΕΙΤΑΙ οικοπεδικό έκτασης 6 στρεμ. Ακτοιοκτησίας Άγιας Σταυριάς Λιπαρίλιο βλασε και ένας ακριβώς ως για ανάπτυξη. Μεσίτες αποκλείονται. Τηλ. 284153—286071. (Π758) 1—10 bbox=[414, 308, 595, 379]
bls-address: Αθήναι Τηλ. 67173801 — 69277507 bbox=[49, 2149, 183, 2178]
classified-ad: ΠΩΛΕΙΤΑΙ οικόπεδο 2150 τ.μ. είς Άγ. Γαλήνη κατάλληλο για τουριστικό. Πληροφ. τηλ. 225907—8 (Π814) 1—10 bbox=[221, 569, 404, 640]
classified-ad: ΖΗΤΕΙΤΑΙ άτομο διά να εργασθεί στα γραφεία ενός μηχανοποιείου και να διαθέτει μοτοσυκλέτα. Πληροφ. τηλ. 286641 ή 242 864. (Ζ255) 1—6 bbox=[965, 2099, 1124, 2195]
classified-ad: ΠΩΛΕΙΤΑΙ αυτοκίνητο μάρκας ΦΟΛΞ — βάγκεν μοντέλο 61 καινούργιο κομπλέτο. Πληροφ. τηλέφ. 24073 (Π851) 1—5 bbox=[20, 833, 212, 899]
classified-ad: ΠΕΖΩ404 στέσιον 1500 μον. 1979 bbox=[422, 2093, 587, 2129]
classified-ad: ΠΟΥΛΑ είς θέση Γούφωρο, στο μέτρο 2000 ως. 600 στην άθλο Γλεγτί τ.μ. ορεα τηλ. 2475 (Μεσίτες αποκλείονται). Πληροφ. τηλ. 285576. (Π798) 1—10 bbox=[605, 908, 788, 996]
salary-body: Για σοβαρό βοηθό για ή λογιστή οικονομία. Πληροφ. τηλ. 242853 11—1 μ.μ. και 231444 6—8 βράδυ. (Ζ248) 1—5 bbox=[974, 1079, 1115, 1156]
detective-l8: (Σ209) 1—10 bbox=[840, 2147, 912, 2160]
notice-body: Καταστήματα — διαμερίσματα με σύγχρονες τεχνικές κατασκευής από 90 με 1.000.000 δρχ. καθώς και επί σύμβαση στο νέο συμμάχων ισόγειο αγοράς. Πληροφορίες: Λεωφόρο Κνωσσού 227134 και Λ. Χερσονήσου 0897—22052. (Π1825) 1—25 bbox=[613, 1488, 780, 1629]
ad-list bbox=[1133, 1179, 1320, 2213]
cars-foot3: DATSUN 1|2 τόννου 1976 άγροτικο bbox=[436, 2170, 574, 2199]
classified-ad: ΖΗΤΕΙΤΑΙ λαντζιέρισσα καθαρίστρια για το κερνί—κατάστημα PIRAP Πληροφ. κ. Χρυσώ για τηλ. 281818. (Ζ262) 1—4 bbox=[1133, 913, 1320, 994]
shell-title: Η SHELL COMPANY HELLAS L.T.D. bbox=[46, 1758, 186, 1790]
cars-address: Λ. Δημοκρατίας 19 bbox=[440, 1793, 569, 1810]
classified-ad: ΕΝΟΙΚΙΑΖΕΤΑΙ γραφείο 30 τ.μ. Ζίπελ 31 τηλ. 241592 ή 247864. (Ε131) 1—8 bbox=[1329, 1268, 1551, 1306]
classified-ad: ΜΑΘΗΜΑΤΙΚΑ Ελληνικών μορφή παραδίδονται ιδιαίτερα. Πληροφ. τηλ. 232830. (Α26) 1—5 bbox=[796, 1230, 955, 1293]
classified-ad: ΖΗΤΩ επαγγέλματα για Έλληνες του εξωτερικού και τις τιμές τους κάτω. Αποκλείονται τα σχέδια αγροκτήματα από περιοχές Πόρο, κατασκευή ως είς τις περιοχές. Πληροφ. τηλ. 241448. (Ζ255) 1—15 bbox=[1133, 127, 1320, 223]
classified-ad: ΠΩΛΕΙΤΑΙ είς τιμή ευκαιρίας από τον Γραμματιάτικο Ρίκο για άρτια ιδιοκτησία. Πληρ. τηλ. 22000 (Π0775) 1—15 bbox=[221, 1434, 404, 1505]
classified-ad: ΕΥΚΑΙΡΙΑ ΠΩΛΟΥΝΤΑΙ φαρμακεία οικοπέδα. Πληροφ. τηλ. 231355. (Π765) 1—10 bbox=[20, 1477, 212, 1527]
classified-ad: ΠΩΛΕΙΤΑΙ μονοκατοικία 2 κυρίων δωματίων 52 τ.μ. και μικρότερο στο περίπτερο κα με κουζίνα οδός Αρκαδίου 9 θέση εδός. Τηλ. 242552 (Π813) 1—6 bbox=[414, 106, 595, 177]
classified-ad: ΠΩΛΟΥΝΤΑΙ τα οικόπεδα Κοσοφόρου στον Κάτω Καρτέρο εντός σχεδίου άρτια οικοδομήσιμα. Τιμές πολύ καλές, εξαιρετικοί όροι πληρωμής. Πληροφ. στο Γιάννη Στραβάκη τηλ. 289665. (Π766) 1—10 bbox=[20, 1533, 212, 1629]
ad-list bbox=[1133, 72, 1320, 1135]
classified-ad: ΕΝΟΙΚΙΑΖΕΤΑΙ διαμέρισμα στην οδό Ελλήνων τουριστικό Ηρακλείου με πλήρη ζήτησή σε φοιτητές για την είς την Αγία Τριάδα. Πληροφ. τηλ. 285 πρωινές ώρες. (Ε165) 1—6 bbox=[1133, 1888, 1320, 1985]
classified-ad: ΠΩΛΕΙΤΑΙ οικόπεδο αμφίπλευρο εκτάσεως 2500 τ.μ. έλεγα με TEE, κάτω αγορά από την νέα Παιδαγωγική Ακαδημία. Πληροφ. τηλ. 283256 και 220139. (Π710) 1—20 bbox=[221, 1755, 404, 1859]
cars-note: ΜΕΡΣΕΝΤΕΣ πετρελαίου και βενζίνης με αυτόματο κιβώτιο και με αερο-κολπο σε πληρωμή διά ΤΑΞΙ bbox=[427, 1812, 582, 1873]
classified-ad: ΠΩΛΕΙΤΑΙ οικία ισόγειος 3 δωματίων με αυλή, κρεβατοκάμαρα Θερισο παραπλ. Ματθαιάκη Τηλ. 242212 κ. Παν. Καμπούρογλου οδός Αποστόλων. (Π844) 1—6 bbox=[20, 387, 212, 468]
classified-ad: —Μονοκατοικία στην Φορτηκο 120 μ2 ισόγειο και αδειά του 80 μ2 για πρώτο ρόφο μόνο 3,6 εκατ. bbox=[414, 1204, 595, 1248]
dealer-address: Λ. 62 Μαρτύρων 50 bbox=[644, 1940, 749, 1953]
classified-ad: ΕΝΟΙΚΙΑΖΕΤΑΙ κατάστημα είς κεντρικό δρόμο. Πληροφ. τηλ. 231867 και 233334. (Ε110) 1—25 bbox=[1329, 1447, 1551, 1501]
classified-ad: ΠΩΛΕΙΤΑΙ παραθαλάσσιο άκτο ας 10 στρεμ. είς Λέντα δι έκμεταλλεύση προβολή θαλάσσης 150 μ. Τηλ. 221265. (Π845) 1—2 bbox=[20, 119, 212, 184]
classified-ad: —Κατάστημα στο Μεϊντανι 37 μ2 7,5 εκατ. στην Άγια Αυγουστίνα 40 μ2 5 εκατ. στο Φυστικόμπι 27 μ2 στον Μεϊντέρες 25 μ2 ισόγειο 25 μ2 υπόγειο και 4.5 εκατ. αυτό 30 μ2 3,8 εκατ. bbox=[414, 1128, 595, 1198]
classified-ad: ΖΗΤΕΙΤΑΙ τεχνίτης επιπλοποιός για το επιπλοποιείο Μιχ. Ρικάκη. Πληροφ. τηλ. 236220 εργάσιμες ώρες. (Z245) 1—6 bbox=[1133, 300, 1320, 365]
classified-ad: ΠΩΛΕΙΤΑΙ σκάφος φουσκωτό με 4 ίππους μόνο είς καινούργια κατάσταση σε τιμή ευκαιρίας. Πληρ. τηλ. 285553—221759. (Π808) 1—25 bbox=[221, 1865, 404, 1952]
column-3 bbox=[414, 106, 595, 2254]
classified-ad: ΕΝΟΙΚΙΑΖΕΤΑΙ ισόγειο κεντρικής μονοκατοικίας στην οδό Καλοκαιρινού και για επαγγελματική στέγη ή για χώρο παραγωγών σε δημόσια εργασία. Πληροφ. τηλ. 241550 ορόφου 2ος ή μετά την έγγιση με αυτό τ. όχι από πάνω. (Ε181) 1—15 bbox=[1329, 821, 1551, 941]
classified-ad: ΖΗΤΕΙΤΑΙ νέος 14—15 ετών για υπάλληλος εγκαταστάσεως διά μόνιμη εργασία ανέργων ενισχύσεως. Πληροφ. τηλ. 235 634—237472. (Ζ260) 1—3 bbox=[1133, 827, 1320, 907]
classified-ad: ΕΝΟΙΚΙΑΖΕΤΑΙ επιπλωμένο δωμάτιο για φοιτητή ή φοιτήτρια με δικό της είσοδο Λ. Μηλούπ 120, τηλ. 224659. (Ε184) 1—10 bbox=[1329, 744, 1551, 815]
classified-ad: ΠΩΛΕΙΤΑΙ τροχόσπιτο σε τιμή ευκαιρίας και με ευκολίες πληρωμής. Τηλ. 243144. (Π838) 1—6 bbox=[20, 1163, 212, 1213]
ad-list bbox=[605, 106, 788, 1383]
ad-list bbox=[414, 1395, 595, 1708]
column-2 bbox=[221, 72, 404, 2183]
classified-ad: ΠΩΛΕΙΤΑΙ σαλόνι σε άριστη κατάσταση και σε τιμή ευκαιρίας Πληροφ. Τηλ. 286074. (Π850) 1—2 bbox=[20, 778, 212, 828]
classified-ad: ΕΝΟΙΚΙΑΖΕΤΑΙ οικία δύο δωματίων με κουζίνα, λουτρό, εστία είς οδό Θεοτοκοπούλου για δομημένα για φοιτητές. Πληροφ. τηλ. 286406. (Ε169) 1—5 bbox=[1133, 2061, 1320, 2142]
ad-list bbox=[414, 1028, 595, 1358]
section-banner-wanted: ΖΗΤΕΙΤΑΙ bbox=[965, 192, 1124, 221]
classified-ad: ΑΡΙΣΤΟΥΧΟΣ φιλόλογος με φροντιστηριακή πείρα παραδίδει μαθήματα Έκθεσης, Αρχαία και Λατινικά σε μαθητές Γυμνασίου και Λυκείου. Πληροφ. τηλ. 282837 (Δ23) 1—3 bbox=[796, 1546, 955, 1653]
classified-ad: ΠΑΡΑΔΙΔΟΝΤΑΙ μαθήματα μαθηματικών σε μαθητές Γυμνασίου και Λυκείου από πτυχιούχο με πείρα. Τηλ. 241194 10—1 μ.μ. (Δ24) 1—3 bbox=[796, 1298, 955, 1375]
classified-ad: POLSKY 1300 1974 bbox=[422, 2067, 587, 2087]
investment-body: Οικόπεδα εντός και έκτος του σχεδίου. Διαμερίσματα έτοιμα και υπό κατασκευή. Καταστήματα σε κεντρικούς δρόμους. Αγροτεμάχια σε διάφορες περιοχές. bbox=[618, 1710, 774, 1803]
cars-title: ΠΩΛΟΥΝΤΑΙ ΑΥΤΟΚΙΝΗΤΑ bbox=[457, 1719, 552, 1749]
classified-ad: ΖΗΤΕΙΤΑΙ κορίτσι ή κυρία για φροντίσει βαρών, για τακτικού μητέρα, για 2 ώρες την ημέρα Πληροφ. τηλ. 243146. (Δ97) 1—1 bbox=[965, 966, 1124, 1047]
classified-ad: ΕΝΟΙΚΙΑΖΕΤΑΙ επιπλωμένο διαμέρισμα 115 μ2 και επιπλωμένη γκαρσονιέρα στην οδό Αγ. Αγαπητών. Πληροφ. τηλ. 2827 (Ε993) 1—25 bbox=[1329, 668, 1551, 739]
classified-ad: ΠΩΛΕΙΤΑΙ οικόπεδο εντός σχεδίου, άρτιο, οικοδομήσιμο, ολόκληρο ή το μισό. Περιοχή Ελέρετη. Συντ. δόμησης 1,6 είναι για 80 μ. 2 Φιλοκτέτου Δημοτικό, Πλεξ. Στάσεως, άρτια συγκοινωνία και είναι κατάλληλο για εκμεταλλεύσεις. Μεσίτες αποκλείονται. Τηλ. 224104 από 3—8 μ.μ. κ. Άρης. (Π774) 1—10 bbox=[221, 317, 404, 504]
classified-ad: ΠΩΛΕΙΤΑΙ παλαιά οικία διόροφος είς την περιοχή Μεσσαράς ανδρ. Φιλαδέλφων 27 πλησίον Άρμαντ κής Εκκλησίας Τηλ. 289145 (Π757) 1—10 bbox=[605, 259, 788, 346]
classified-ad: ΠΩΛΟΥΝΤΑΙ δύο ανεγορόμενες οικίες έναντι Τράνς Μπέτ. Πρέπου-Αθίνος εύκολίες πληρωμής. Τηλ. 285575. (Π776) 1—10 bbox=[605, 1187, 788, 1274]
classified-ad: ΕΝΟΙΚΙΑΖΕΤΑΙ δώμα 406 γωνία Τρικουνίκια 10 από το κάτω 6ος τ.μ. τηλ. 282 μ.μ. Κεφάλαιο διπλωμένο με ενσωματωμένες συσκευές καθώς και τα βάσιμα. Τηλ. 241 Πλιάτσικα του κ. Σταθεράκη. (Ε167) 1—5 bbox=[1133, 1772, 1320, 1883]
section-banner-misc: ΔΙΑΦΟΡΑ bbox=[796, 325, 955, 353]
classified-ad: ΚΥΡΙΑ πτυχιούχος ανώτερης σχολής ζητεί εργασία ως Γραμματέας-Λογίστρια σε οποιοδήποτε Πληροφ. τηλ. 741749. (Ζ264) 1—3 bbox=[965, 1434, 1124, 1515]
column-rule bbox=[600, 73, 601, 2307]
cars-foot2: GOLT 1 τόννου 1976 άγροτι κο bbox=[422, 2152, 587, 2165]
classified-ad: ΠΩΛΕΙΤΑΙ οικόπεδο στην περιοχή Αναλήψεως Καλοκαιρινού Χάνη Πόρου Μέτρων 2400 τ.μ. Πληροφ. τηλ. 224672. (Π817) 1—10 bbox=[605, 815, 788, 903]
classified-ad: ΠΩΛΕΙΤΑΙ αυτοκίνητο SEAT 127 σε άριστη κατάσταση είσοδ σε πληρωμή. Πληροφ. χωριό Ποταμιές τηλ. 0897-22292. (Π824) 1—4 bbox=[796, 243, 955, 320]
classified-ad: ΖΗΤΕΙΤΑΙ όπορα ιδιαίτερης ηλικίας ομοίως με παραγωγή στους τουρίστες. Προτίμηση και μας έχει πείρα αγγλικές ταχτικές ή φροντίσει. Πληροφ. τηλ. 286641 — 242866. (Ζ256) 1—3 bbox=[965, 1693, 1124, 1804]
classified-ad: ΠΩΛΕΙΤΑΙ λόγω έτερας ασχολίας κατάστημα με είδη αυτοκινήτου ή και μόνο η Ανταλλάσσεται είς σύγχρονα αυτοκίνητα. Πληροφ. τηλ. 221138 ώρες καταστημάτων. (Π760) 1—10 bbox=[605, 1077, 788, 1181]
investment-signature: Ευάγ. Νικητάρά bbox=[642, 1807, 751, 1824]
classified-ad: ΓΑΛΛΙΔΑ Καθηγήτρια Φιλολογίας Γαλλικής μεγάλης πείρας παραδίδει ιδιαίτερα μαθήματα Γαλλικών όλες τις βαθμίδες. Τηλ. 242825 — 223283. (Δ992) 1—15 bbox=[796, 1132, 955, 1224]
detective-title: ΝΤΕΤΕΚΤΙΒΕ bbox=[805, 1748, 947, 1773]
ad-list bbox=[965, 106, 1124, 187]
classified-ad: ΠΩΛΕΙΤΑΙ αυτοκίνητο ΑΛΕΓΚΡΟ. Επί της οδό φορτηγάκι Ντάτσουν Πεζό σε άριστη κατάσταση. Πληροφ. τηλεφ. 230103—232641. (Π810) 1—5 bbox=[221, 771, 404, 858]
dealer-name: Ι. ΑΛΕΞΑΚΗΣ bbox=[650, 1903, 742, 1920]
classified-ad: ΠΩΛΕΙΤΑΙ ή επιχείρηση φρέσκων από Λιμάνι Χερσονήσου. Πληροφ. τηλ. 0897)22524. (Π829) 1—15 bbox=[221, 509, 404, 563]
classified-ad: ΣΕ ΤΙΜΗ ΕΥΚΑΙΡΙΑΣ ΠΩΛΕΙΤΑΙ λόγω αναχωρήσεως οίκος 4 δωματίων με βοηθητικούς χώρους στην οδό Πέλης 15 Πόρος Πληροφ. Τηλ. 225751. (Π848) 1—5 bbox=[20, 605, 212, 686]
classified-ad: ΠΩΛΕΙΤΑΙ οικόπεδο 380 τ.μ. ή Γαληνη Λυρκού ελαιό Αγία Πελαγίνα Αμ. 10 τελ. τηλ. (Π1)0870407 και Ηράκλειο 284880. (Π832) 1—3 bbox=[221, 1510, 404, 1598]
classified-ad: ΠΩΛΕΙΤΑΙ τοξ. Πληροφ. τηλ. 281476. (Π742) 1—20 bbox=[796, 203, 955, 237]
cars-foot4: MORIS MARINA VAN 1978 (Π1825) 1—25 bbox=[432, 2205, 577, 2234]
salary-box bbox=[965, 1052, 1124, 1168]
bls-rep: ΑΝΤΙΠΡΟΣΩΠΟΣ ΚΡΗΤΗΣ bbox=[57, 2181, 175, 2213]
classified-ad: ΖΗΤΕΙΤΑΙ ένας μάγειρας, ένας τόσος, βοηθός σερβιτόρου, και τηλέφωνο και μπαμπάτ, στη την Πιτσαρίο—Εστιατόριο ΒΑΛΚΑ ΝΙΑ. Πληροφ. τηλ. 286338. (Ζ269) 1—5 bbox=[965, 230, 1124, 341]
dealer-phone: τηλ. 241828—287860 bbox=[638, 1959, 755, 1972]
classified-ad: ΕΝΟΙΚΙΑΖΕΤΑΙ 2 κατάστημα τα 40 τ.μ. καινουργές οδός Μυστρό Μασταμπά διαμέρισμα κεντρικού θέρμανση με 45 τ.μ. Πληροφ. τηλ. 289379 (ώρες 6—8 μ.μ.) (Ε163) 1—6 bbox=[1329, 1626, 1551, 1714]
classified-ad: —Άρτεμια 200 μ2 επί εναντιπορ. γιατί με κατάλληλο για πολυκατοικία μόνο 3,5 χιλ. το μ2. bbox=[414, 960, 595, 1004]
shell-ad bbox=[20, 1751, 212, 1897]
classified-ad: ΠΩΛΕΙΤΑΙ οικόπεδο εκτός σχεδίου με ελαιόδεντρα, 1000 τ.μ. και άνω στο μετόχι Αφροδίτη. Δεν είναι αγοραστές μεσίτες ως Πληροφ. τηλ. 282459 και 231086. (Π812) 1—10 bbox=[414, 447, 595, 518]
classified-ad: ΖΗΤΕΙΤΑΙ κυρία για να κάνει Ελλήνες και για τουρισμό συνεργασία πληροφορίες μας σε είς τα ξεν. Πληροφ. τηλ. 731223 (Z263) 1—3 bbox=[965, 1810, 1124, 1890]
classified-ad: ΖΗΤΟΥΝΤΑΙ καλουπατζήδες να εργασθούν με το μέτρο ή ημερομίσθιο εκτός Ηρακλείου. Πληροφ. τηλ. 283150 (Z258) 1—5 bbox=[1133, 756, 1320, 821]
detective-body: Έρευναι, Παρακολουθήσεις, Κλοπαί, Διωγμός, Μοιχεία, Θέματα οικογενειακά, Δικαστικά, εμπορικά, κοινωνικά, φιλοξενία κ.ά. Συνεργασίες εσωτερικό και εξωτερικό με φωτογραφικό υλικό ηλεκτρονικές συσκευές. bbox=[804, 1824, 947, 1964]
classified-ad: ΠΩΛΕΙΤΑΙ ή επιχείρηση Τουριστικής στην οδό Ιδομενέως (περιοχής Άρχοντας) Μοναστηρίου. Πληροφ. τηλ. 289145. (Π756) 1—10 bbox=[414, 384, 595, 442]
classified-ad: Τηλ. 224125 και 281770 ή Γρήγορο κ. Χριστό κ. Δημαρχείου. (Π829) 1—25 bbox=[414, 1326, 595, 1358]
classified-ad: ΠΩΛΟΥΝΤΑΙ μηχανήματα επιπλοποιίας καινούργια κρεοβακού για είς το Καστέλλι και είς το Επιπλοποιείο του τέως επιπλοποιού Ιωάννη Γκολονάκη και είς τιμήν ευκαιρίας. Πληροφ. είς τα τηλ. 31450 είς Καστέλλι και 283730 είς Ηράκλειο. (Π843) 1—6 bbox=[20, 473, 212, 600]
classified-ad: ΕΝΟΙΚΙΑΖΕΤΑΙ κατάστημα για εμπορικό χώρο για το μετά οδός Κιμωνος και Κοκκινοποίου της Αγίας Τριάδος. Πληροφ. τηλ. 230264 από 8—2 μ.μ. και 6—8 μ.μ. (Ε186) 1—4 bbox=[1329, 947, 1551, 1034]
classified-ad: ΕΝΟΙΚΙΑΖΕΤΑΙ κατάστημα είς την Κρήτη οδό Πάλη. Πληροφ. τηλ. 222034 ή 243578. (Ε909) 1—20 bbox=[1329, 1566, 1551, 1621]
ad-list bbox=[1329, 72, 1551, 2002]
newspaper-title: «ΠΑΤΡΙΣ» bbox=[674, 14, 898, 46]
classified-ad: ΚΑΘΗΓΗΤΗΣ μαθηματικός παραδίδει μαθήματα είς μαθητές Γυμνασίου και Λυκείου. Πληροφ. τηλ. 237232. (Α24) 1—6 bbox=[796, 1658, 955, 1736]
section-heading: ΕΥΚΑΙΡΙΕΣ ΟΙΚΟΠΕΔΑ bbox=[436, 715, 574, 729]
classified-ad: ΖΗΤΕΙΤΑΙ δεσποινίδα εύσημη για να εργασθεί από μικροβίων για πρωί είς το κατάστημα Νατάσας ηλικ. χωρίς. Πληροφ. τηλ. 221312. (Ζ262) 1—4 bbox=[1133, 999, 1320, 1080]
investment-code: (Π484) 1—25 bbox=[660, 1862, 733, 1875]
detective-l3: Τηλέφωνα για πληροφορίες bbox=[839, 2001, 913, 2030]
classified-ad: ΠΕΡΙΦΡΑΞΕΙΣ Αναλαμβάνουμε την περίφραξη οικοπέδων, αγροκτημάτων. Τηλ. 22365 κ. Εμμ. Δουλγεράκης. (Δ991) 1—17 bbox=[20, 1406, 212, 1472]
dealer-body: FORD COURIER άνοιχτό με αγώνα 299.000 ,FORD FIESTA 487.000, FORD ESKORT 81 480.000, ΚΡΥΣΛΕΡ ΣΑΝΜΠΙΜ 1600 ΦΟΡΝ Ελαφρό. ΠΕΡΕΤΑ ΤΣΟΜ 5 ΤΣΙ 5. V 1200 639.000, SUZUKI CC 40 360.000, SUZUKI 125 160.000. (Π812) 1—25 bbox=[613, 1997, 780, 2137]
bls-line1: ΕΓΧΡΩΜΑ ΗΛΕΚΤΡΟΝΙΚΑ bbox=[62, 1936, 170, 1967]
classified-ad: FIAT 4 1980 bbox=[422, 1938, 587, 1958]
classified-ad: ΖΗΤΕΙΤΑΙ συνταξιούχος για θέση ξενοδοχείου όπου κύριος σε μισθό 12.000 μηνιαίως. Τηλ. 225 816 κ. Δασκαλάκη 3—7 μ.μ. (Ζ261) 1—3 bbox=[965, 1607, 1124, 1688]
cars-box bbox=[605, 1895, 788, 2149]
classified-ad: ΠΑΡΑΔΙΔΟΝΤΑΙ μαθήματα Άγγλικής σε όλα τα επίπεδα από πτυχιούχους Πανεπιστημίου. Τηλ. 233202 (Δ32) 1—4 bbox=[965, 106, 1124, 187]
classified-ad: ΕΝΟΙΚΙΑΖΕΤΑΙ σε πολυκατοικία 33 διαμερισμάτων, στον Μαστάμπα οδός Μιστρά 22, κατάστημα 22 τ.μ. Πληροφ. τηλ. 224155 ώρες 7—9 μ.μ. (Ε187) 1—5 bbox=[1329, 1192, 1551, 1263]
classified-ad: ΖΗΤΕΙΤΑΙ πεπειραμένος εργάτης οικοδομικών εργασιών δια ιδιώτη εκτός Ηρακλείου. Τηλ. 283164 καθημερινώς 4—8 και 5—8 αποψιαίο. Σάββατο 8 1—3. (Ζ257) 1—4 bbox=[1133, 654, 1320, 750]
classified-ad: ΕΝΟΙΚΙΑΖΕΤΑΙ Διαμέρισμα έκτος τηλ. 239068 από 9.30 4.30—6.30 μ.μ. (Ε132) 1—25 bbox=[1329, 1507, 1551, 1561]
ad-list bbox=[796, 106, 955, 320]
classified-ad: ΠΩΛΕΙΤΑΙ διαμέρισμα τριών δωματίων 80 μ2 πολυτελούς κατασκευής είς Μασταμπά. Συμφέρουσα τιμή. Τηλ. 242384 9—1 π.μ. 5—9 μ.μ. (Π823) 1—4 bbox=[414, 245, 595, 303]
section-heading: Διαμερίσματα bbox=[463, 1009, 546, 1023]
classified-ad: ΚΑΘΗΓΗΤΗΣ Μαθηματικός παραδίδει μαθήματα μαθηματικών σε μαθητές Γυμνασίου και Λυκείου. Προετοιμασία για Πανελλήνιες εξετάσεις. Πληροφ. τηλ. 916—231324—231503. (Α16) 1—6 bbox=[796, 1020, 955, 1127]
column-rule bbox=[960, 73, 961, 2307]
investment-title: ΕΥΚΑΙΡΙΑ ΓΙΑ ΣΩΣΤΗ ΕΠΕΝΔΥΣΗ bbox=[621, 1656, 771, 1690]
